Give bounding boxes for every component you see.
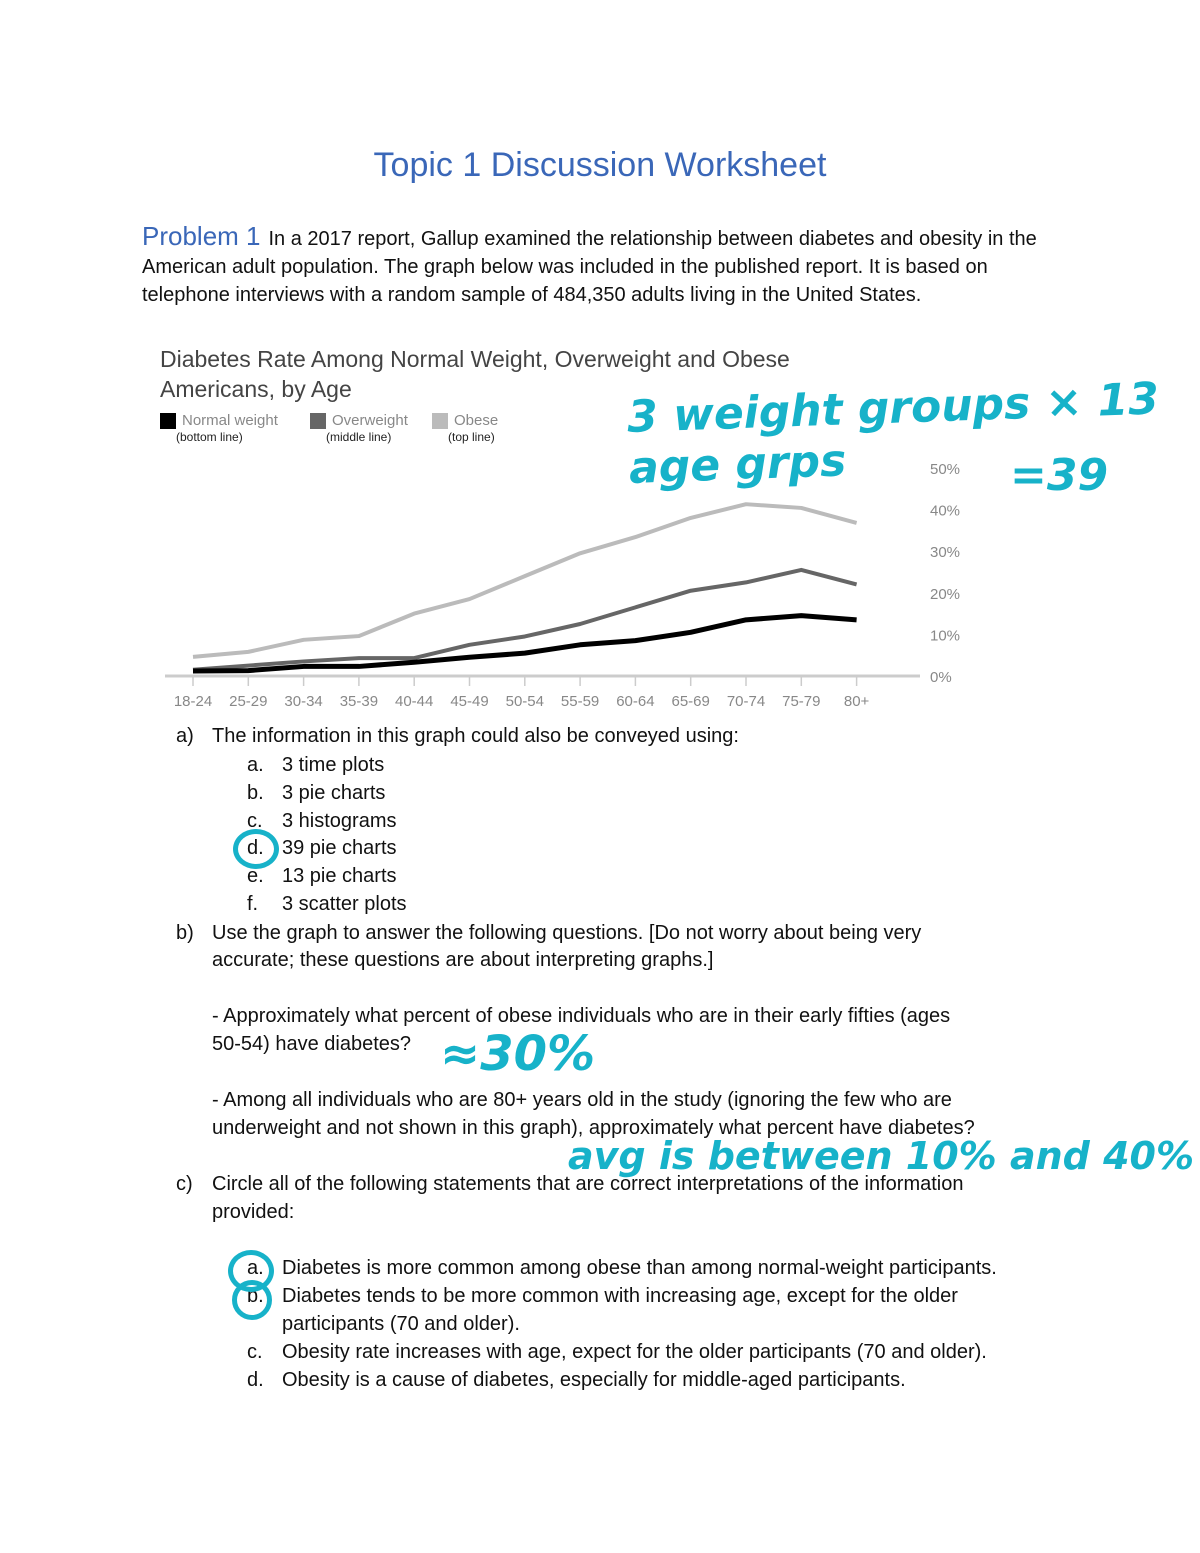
option-text: 3 pie charts xyxy=(282,781,386,804)
handwritten-note: 3 weight groups × 13 age grps xyxy=(626,373,1160,494)
option-letter: e. xyxy=(247,865,264,888)
question-b1-text: 50-54) have diabetes? xyxy=(212,1033,412,1055)
legend-label: Overweight xyxy=(332,412,408,429)
page-title: Topic 1 Discussion Worksheet xyxy=(373,146,827,184)
question-b-text: accurate; these questions are about interpreting graphs.] xyxy=(212,949,714,971)
legend-swatch-normal xyxy=(160,413,176,429)
option-letter: a. xyxy=(247,754,264,776)
y-tick-label: 0% xyxy=(930,669,952,686)
option-letter: b. xyxy=(247,1285,264,1307)
option-letter: c. xyxy=(247,1341,263,1363)
option-letter: d. xyxy=(247,837,264,860)
answer-circle xyxy=(233,829,279,869)
option-letter: d. xyxy=(247,1369,264,1391)
option-text: 3 histograms xyxy=(282,809,397,832)
chart-title: Diabetes Rate Among Normal Weight, Overweight and Obese Americans, by Age xyxy=(160,346,790,402)
legend-swatch-obese xyxy=(432,413,448,429)
question-b-marker: b) xyxy=(176,922,194,944)
option-letter: f. xyxy=(247,893,259,915)
y-tick-label: 40% xyxy=(930,502,961,520)
y-tick-label: 50% xyxy=(930,461,961,478)
option-text: Obesity is a cause of diabetes, especially for middle-aged participants. xyxy=(282,1369,906,1391)
y-tick-label: 10% xyxy=(930,627,961,645)
x-tick-label: 70-74 xyxy=(726,693,766,710)
x-tick-label: 25-29 xyxy=(229,693,268,710)
legend-note: (bottom line) xyxy=(176,430,243,444)
x-tick-label: 65-69 xyxy=(671,693,710,710)
legend-note: (top line) xyxy=(448,430,495,444)
handwritten-note-result: =39 xyxy=(1010,450,1109,501)
option-letter: a. xyxy=(247,1257,264,1279)
question-c-text: provided: xyxy=(212,1201,295,1223)
question-c-text: Circle all of the following statements that are correct interpretations of the information xyxy=(212,1173,964,1195)
question-b2-text: underweight and not shown in this graph), approximately what percent have diabetes? xyxy=(212,1117,975,1139)
option-text: participants (70 and older). xyxy=(282,1313,520,1335)
y-tick-label: 30% xyxy=(930,544,961,562)
option-text: 3 scatter plots xyxy=(282,893,407,915)
problem-label: Problem 1 xyxy=(142,221,261,251)
legend-note: (middle line) xyxy=(326,430,392,444)
legend-label: Normal weight xyxy=(182,412,278,429)
answer-circle xyxy=(232,1280,272,1320)
x-tick-label: 18-24 xyxy=(173,693,213,710)
option-text: Obesity rate increases with age, expect for the older participants (70 and older). xyxy=(282,1341,987,1363)
option-letter: b. xyxy=(247,781,264,804)
option-text: 39 pie charts xyxy=(282,837,397,860)
x-tick-label: 30-34 xyxy=(284,693,323,710)
question-a-text: The information in this graph could also be conveyed using: xyxy=(212,725,739,747)
legend-obese xyxy=(432,412,542,444)
x-tick-label: 60-64 xyxy=(616,693,655,710)
line-chart xyxy=(150,450,980,720)
x-tick-label: 45-49 xyxy=(450,693,489,710)
legend-overweight xyxy=(310,412,440,444)
question-b2-text: - Among all individuals who are 80+ years old in the study (ignoring the few who are xyxy=(212,1089,952,1111)
x-tick-label: 80+ xyxy=(843,693,870,710)
question-b-text: Use the graph to answer the following questions. [Do not worry about being very xyxy=(212,922,922,944)
y-tick-label: 20% xyxy=(930,585,961,603)
legend-label: Obese xyxy=(454,412,499,429)
question-c-marker: c) xyxy=(176,1173,193,1195)
x-tick-label: 50-54 xyxy=(505,693,544,710)
problem-text: In a 2017 report, Gallup examined the relationship between diabetes and obesity in the American adult population. The graph below was included in the published report. It is based on telephone interviews with a random sample of 484,350 adults living in the United States. xyxy=(142,228,1037,306)
legend-normal xyxy=(160,412,320,444)
x-tick-label: 75-79 xyxy=(782,693,821,710)
option-letter: c. xyxy=(247,809,263,832)
option-text: Diabetes tends to be more common with increasing age, except for the older xyxy=(282,1285,958,1307)
question-a-marker: a) xyxy=(176,725,194,747)
option-text: 3 time plots xyxy=(282,754,385,776)
x-tick-label: 40-44 xyxy=(395,693,434,710)
legend-swatch-overweight xyxy=(310,413,326,429)
handwritten-answer-b2: avg is between 10% and 40% xyxy=(568,1134,1195,1178)
option-text: 13 pie charts xyxy=(282,865,397,888)
x-tick-label: 55-59 xyxy=(560,693,600,710)
problem-intro xyxy=(142,222,1072,309)
question-b1-text: - Approximately what percent of obese individuals who are in their early fifties (ages xyxy=(212,1005,951,1027)
handwritten-answer-b1: ≈30% xyxy=(440,1026,596,1082)
x-tick-label: 35-39 xyxy=(339,693,379,710)
option-text: Diabetes is more common among obese than among normal-weight participants. xyxy=(282,1257,997,1279)
